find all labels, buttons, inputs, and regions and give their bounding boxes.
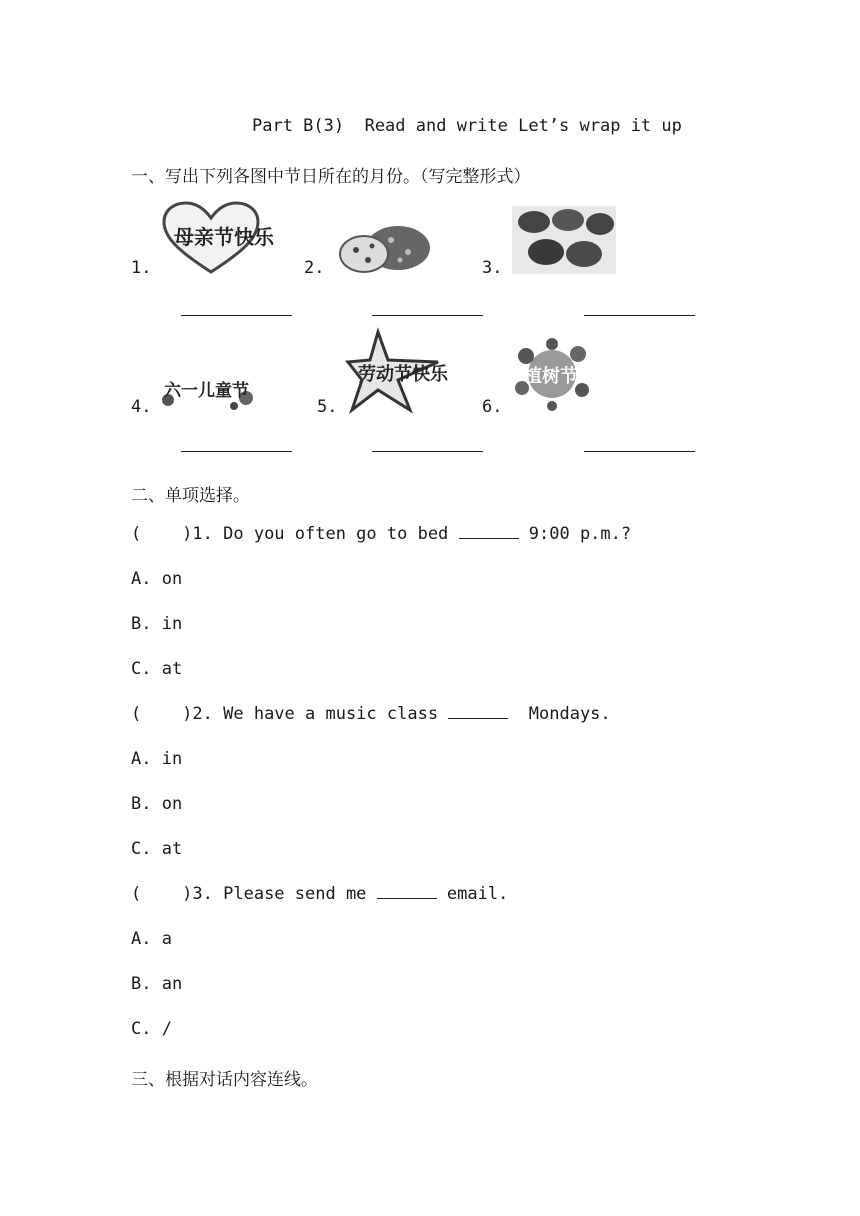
question-3-option-a: A. a bbox=[131, 929, 172, 949]
question-1-option-a: A. on bbox=[131, 569, 183, 589]
easter-eggs-icon bbox=[336, 224, 434, 274]
question-3-option-b: B. an bbox=[131, 974, 183, 994]
question-2-text-end: Mondays. bbox=[508, 704, 611, 724]
tree-planting-day-text: 植树节 bbox=[524, 366, 578, 387]
mothers-day-heart-icon bbox=[160, 200, 274, 276]
mothers-day-text: 母亲节快乐 bbox=[174, 225, 274, 249]
section1-heading: 一、写出下列各图中节日所在的月份。（写完整形式） bbox=[131, 167, 531, 187]
question-3 bbox=[131, 884, 508, 904]
question-1-blank[interactable] bbox=[459, 524, 519, 539]
question-2-option-c: C. at bbox=[131, 839, 183, 859]
item-number-5: 5. bbox=[317, 397, 338, 417]
item-number-2: 2. bbox=[304, 258, 325, 278]
question-3-option-c: C. / bbox=[131, 1019, 172, 1039]
answer-line-1[interactable] bbox=[181, 315, 292, 316]
question-1-option-b: B. in bbox=[131, 614, 183, 634]
tree-planting-day-icon bbox=[512, 336, 592, 412]
section2-heading: 二、单项选择。 bbox=[131, 486, 250, 506]
question-1-option-c: C. at bbox=[131, 659, 183, 679]
answer-line-6[interactable] bbox=[584, 451, 695, 452]
question-2-text: 2. We have a music class bbox=[192, 704, 449, 724]
childrens-day-icon bbox=[160, 374, 256, 410]
item-number-1: 1. bbox=[131, 258, 152, 278]
mooncakes-icon bbox=[512, 206, 616, 274]
item-number-3: 3. bbox=[482, 258, 503, 278]
question-1-text-end: 9:00 p.m.? bbox=[518, 524, 632, 544]
question-3-text: 3. Please send me bbox=[192, 884, 377, 904]
section3-heading: 三、根据对话内容连线。 bbox=[131, 1070, 318, 1090]
question-2-option-b: B. on bbox=[131, 794, 183, 814]
question-3-text-end: email. bbox=[436, 884, 509, 904]
answer-line-5[interactable] bbox=[372, 451, 483, 452]
page-title: Part B(3) Read and write Let’s wrap it up bbox=[252, 116, 682, 136]
question-3-blank[interactable] bbox=[377, 884, 437, 899]
question-2-option-a: A. in bbox=[131, 749, 183, 769]
answer-paren-3[interactable]: ( ) bbox=[131, 884, 193, 904]
question-1 bbox=[131, 524, 631, 544]
answer-line-3[interactable] bbox=[584, 315, 695, 316]
answer-paren-1[interactable]: ( ) bbox=[131, 524, 193, 544]
labour-day-star-icon bbox=[348, 330, 448, 412]
question-1-text: 1. Do you often go to bed bbox=[192, 524, 459, 544]
item-number-6: 6. bbox=[482, 397, 503, 417]
answer-paren-2[interactable]: ( ) bbox=[131, 704, 193, 724]
question-2-blank[interactable] bbox=[448, 704, 508, 719]
item-number-4: 4. bbox=[131, 397, 152, 417]
childrens-day-text: 六一儿童节 bbox=[164, 381, 249, 401]
labour-day-text: 劳动节快乐 bbox=[358, 364, 448, 385]
answer-line-4[interactable] bbox=[181, 451, 292, 452]
question-2 bbox=[131, 704, 611, 724]
answer-line-2[interactable] bbox=[372, 315, 483, 316]
